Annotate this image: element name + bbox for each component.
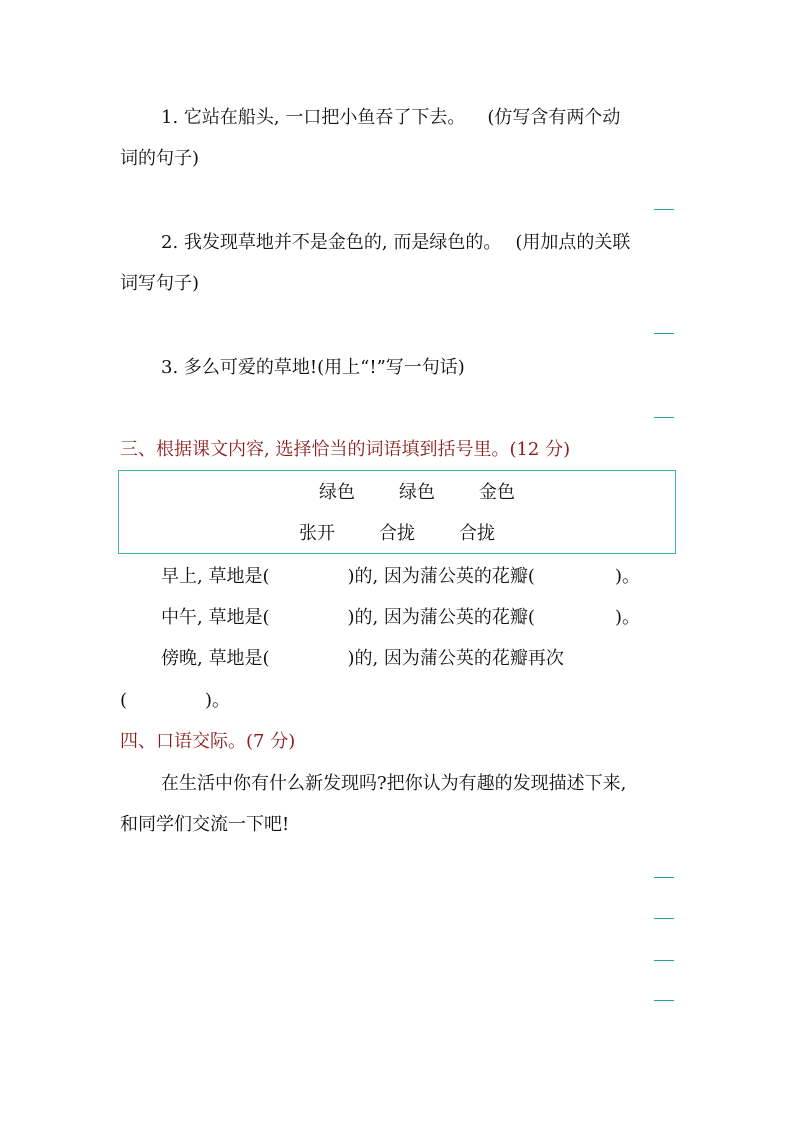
- fill-line-evening-cont: ( )。: [120, 690, 231, 711]
- word-bank-item: 合拢: [459, 523, 495, 544]
- word-bank-item: 张开: [299, 523, 335, 544]
- answer-line-3[interactable]: [654, 417, 674, 418]
- word-bank-box: [118, 470, 676, 554]
- answer-line-7[interactable]: [654, 1000, 674, 1001]
- answer-line-6[interactable]: [654, 960, 674, 961]
- answer-line-1[interactable]: [654, 209, 674, 210]
- answer-line-2[interactable]: [654, 333, 674, 334]
- section-4-prompt-cont: 和同学们交流一下吧!: [120, 814, 290, 835]
- section-3-heading: 三、根据课文内容, 选择恰当的词语填到括号里。(12 分): [120, 439, 571, 460]
- question-2-text: 2. 我发现草地并不是金色的, 而是绿色的。 (用加点的关联: [161, 232, 631, 253]
- fill-line-evening: 傍晚, 草地是( )的, 因为蒲公英的花瓣再次: [161, 648, 564, 669]
- question-3-text: 3. 多么可爱的草地!(用上“!”写一句话): [161, 357, 465, 378]
- answer-line-5[interactable]: [654, 918, 674, 919]
- section-4-heading: 四、口语交际。(7 分): [120, 731, 296, 752]
- section-4-prompt: 在生活中你有什么新发现吗?把你认为有趣的发现描述下来,: [161, 773, 627, 794]
- word-bank-item: 绿色: [399, 482, 435, 503]
- question-1-note: (仿写含有两个动: [487, 107, 621, 128]
- word-bank-item: 合拢: [379, 523, 415, 544]
- fill-line-morning: 早上, 草地是( )的, 因为蒲公英的花瓣( )。: [161, 566, 640, 587]
- question-1-text: 1. 它站在船头, 一口把小鱼吞了下去。 (仿写含有两个动: [161, 107, 621, 128]
- word-bank-item: 金色: [479, 482, 515, 503]
- question-1-note-cont: 词的句子): [120, 148, 200, 169]
- word-bank-item: 绿色: [319, 482, 355, 503]
- question-2-note: (用加点的关联: [515, 232, 631, 253]
- question-2-note-cont: 词写句子): [120, 273, 200, 294]
- fill-line-noon: 中午, 草地是( )的, 因为蒲公英的花瓣( )。: [161, 607, 640, 628]
- answer-line-4[interactable]: [654, 877, 674, 878]
